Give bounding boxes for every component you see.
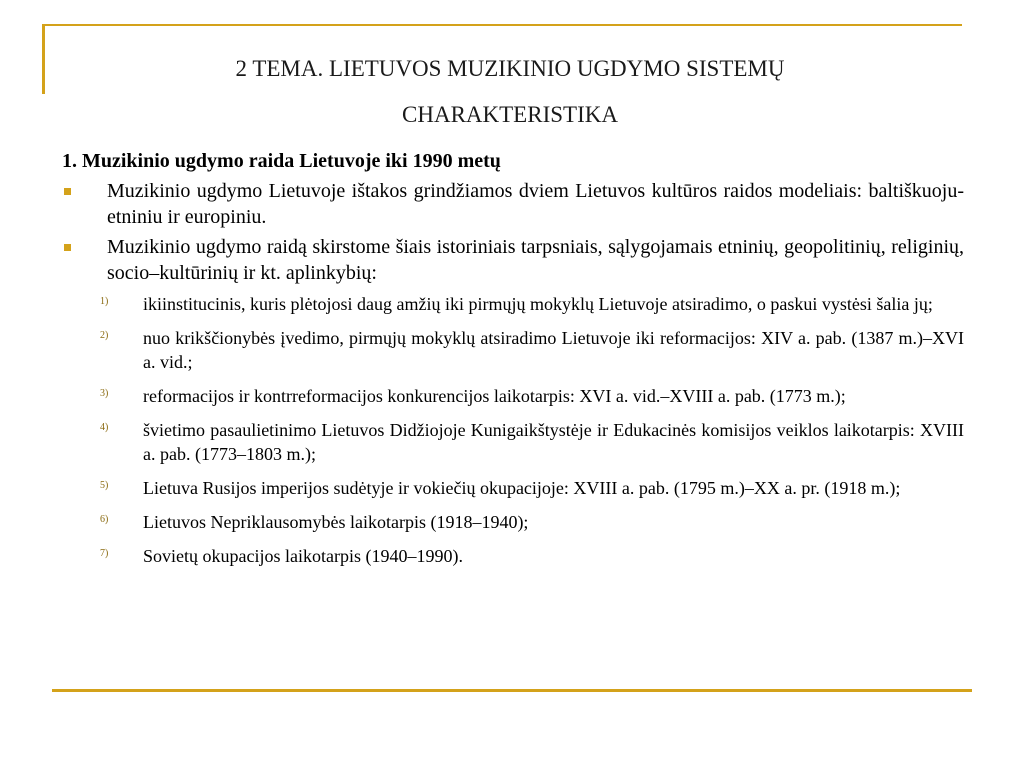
period-number: 4) — [100, 422, 109, 433]
frame-left-line — [42, 24, 45, 94]
frame-bottom-line — [52, 689, 972, 692]
bullet-text: Muzikinio ugdymo raidą skirstome šiais istoriniais tarpsniais, sąlygojamais etninių, geopolitinių, religinių, socio–kultūrinių ir kt. aplinkybių: — [107, 236, 964, 284]
frame-top-line — [42, 24, 962, 26]
period-number: 3) — [100, 388, 109, 399]
bullet-item — [62, 178, 964, 230]
period-text: švietimo pasaulietinimo Lietuvos Didžiojoje Kunigaikštystėje ir Edukacinės komisijos veiklos laikotarpis: XVIII a. pab. (1773–1803 m.); — [143, 420, 964, 464]
period-number: 2) — [100, 330, 109, 341]
period-text: Lietuvos Nepriklausomybės laikotarpis (1918–1940); — [143, 512, 529, 532]
period-text: reformacijos ir kontrreformacijos konkurencijos laikotarpis: XVI a. vid.–XVIII a. pab. (1773 m.); — [143, 386, 846, 406]
square-bullet-icon — [64, 188, 71, 195]
period-item — [62, 510, 964, 534]
period-item — [62, 326, 964, 374]
period-item — [62, 384, 964, 408]
slide-title-line-2: CHARAKTERISTIKA — [402, 102, 618, 127]
slide-title — [60, 46, 960, 138]
period-text: ikiinstitucinis, kuris plėtojosi daug amžių iki pirmųjų mokyklų Lietuvoje atsiradimo, o paskui vystėsi šalia jų; — [143, 294, 933, 314]
period-number: 1) — [100, 296, 109, 307]
period-number: 6) — [100, 514, 109, 525]
bullet-text: Muzikinio ugdymo Lietuvoje ištakos grindžiamos dviem Lietuvos kultūros raidos modeliais: baltiškuoju-etniniu ir europiniu. — [107, 180, 964, 228]
period-item — [62, 292, 964, 316]
period-item — [62, 476, 964, 500]
period-text: Sovietų okupacijos laikotarpis (1940–1990). — [143, 546, 463, 566]
slide-content — [62, 146, 964, 578]
period-number: 5) — [100, 480, 109, 491]
section-heading: 1. Muzikinio ugdymo raida Lietuvoje iki 1990 metų — [62, 150, 501, 172]
bullet-item — [62, 234, 964, 286]
period-item — [62, 418, 964, 466]
slide-title-line-1: 2 TEMA. LIETUVOS MUZIKINIO UGDYMO SISTEMŲ — [235, 56, 785, 81]
period-text: Lietuva Rusijos imperijos sudėtyje ir vokiečių okupacijoje: XVIII a. pab. (1795 m.)–XX a. pr. (1918 m.); — [143, 478, 901, 498]
period-item — [62, 544, 964, 568]
period-text: nuo krikščionybės įvedimo, pirmųjų mokyklų atsiradimo Lietuvoje iki reformacijos: XIV a. pab. (1387 m.)–XVI a. vid.; — [143, 328, 964, 372]
square-bullet-icon — [64, 244, 71, 251]
period-number: 7) — [100, 548, 109, 559]
